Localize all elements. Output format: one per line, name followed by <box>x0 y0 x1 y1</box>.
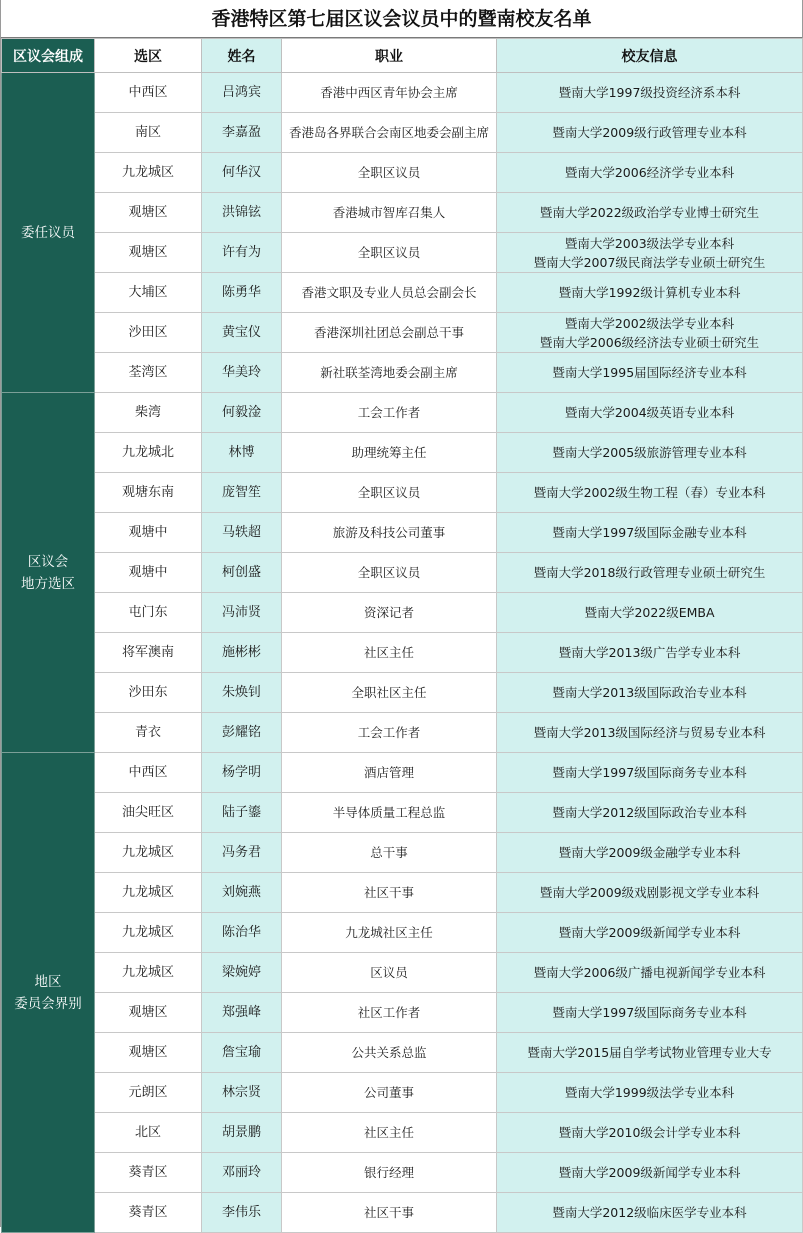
occupation-cell: 社区干事 <box>282 1193 497 1233</box>
table-row <box>2 193 803 233</box>
alumni-info-line: 暨南大学2002级法学专业本科 <box>564 315 735 331</box>
header-name: 姓名 <box>202 39 282 73</box>
district-cell: 九龙城区 <box>95 913 202 953</box>
alumni-info-line: 暨南大学2003级法学专业本科 <box>564 235 735 251</box>
district-cell: 观塘区 <box>95 1033 202 1073</box>
member-name-cell: 彭耀铭 <box>202 713 282 753</box>
member-name-cell: 洪锦铉 <box>202 193 282 233</box>
member-name-cell: 庞智笙 <box>202 473 282 513</box>
alumni-info-cell <box>497 513 803 553</box>
district-cell: 屯门东 <box>95 593 202 633</box>
district-cell: 沙田东 <box>95 673 202 713</box>
member-name-cell: 冯务君 <box>202 833 282 873</box>
table-row <box>2 233 803 273</box>
table-row <box>2 553 803 593</box>
table-row <box>2 393 803 433</box>
table-row <box>2 793 803 833</box>
member-name-cell: 胡景鹏 <box>202 1113 282 1153</box>
table-row <box>2 433 803 473</box>
district-cell: 青衣 <box>95 713 202 753</box>
district-cell: 中西区 <box>95 73 202 113</box>
alumni-info-cell <box>497 433 803 473</box>
occupation-cell: 新社联荃湾地委会副主席 <box>282 353 497 393</box>
alumni-info-line: 暨南大学2013级国际政治专业本科 <box>552 685 747 700</box>
occupation-cell: 社区干事 <box>282 873 497 913</box>
district-cell: 观塘区 <box>95 193 202 233</box>
alumni-info-line: 暨南大学2009级戏剧影视文学专业本科 <box>539 885 760 900</box>
alumni-info-line: 暨南大学2013级国际经济与贸易专业本科 <box>533 725 766 740</box>
member-name-cell: 郑强峰 <box>202 993 282 1033</box>
alumni-info-line: 暨南大学1992级计算机专业本科 <box>558 285 741 300</box>
alumni-info-cell <box>497 993 803 1033</box>
occupation-cell: 旅游及科技公司董事 <box>282 513 497 553</box>
header-alumni-info: 校友信息 <box>497 39 803 73</box>
alumni-info-line: 暨南大学2006级经济法专业硕士研究生 <box>539 334 760 350</box>
alumni-info-cell <box>497 753 803 793</box>
group-label-cell <box>2 73 95 393</box>
district-cell: 观塘东南 <box>95 473 202 513</box>
member-name-cell: 林博 <box>202 433 282 473</box>
alumni-info-cell <box>497 113 803 153</box>
member-name-cell: 马轶超 <box>202 513 282 553</box>
district-cell: 观塘中 <box>95 553 202 593</box>
alumni-info-cell <box>497 193 803 233</box>
district-cell: 观塘区 <box>95 233 202 273</box>
occupation-cell: 工会工作者 <box>282 393 497 433</box>
member-name-cell: 施彬彬 <box>202 633 282 673</box>
occupation-cell: 全职区议员 <box>282 473 497 513</box>
district-cell: 葵青区 <box>95 1193 202 1233</box>
member-name-cell: 刘婉燕 <box>202 873 282 913</box>
alumni-info-line: 暨南大学2002级生物工程（春）专业本科 <box>533 485 766 500</box>
table-row <box>2 833 803 873</box>
group-label-line: 地区 <box>34 973 62 990</box>
table-row <box>2 353 803 393</box>
alumni-info-cell <box>497 793 803 833</box>
header-occupation: 职业 <box>282 39 497 73</box>
occupation-cell: 九龙城社区主任 <box>282 913 497 953</box>
member-name-cell: 朱焕钊 <box>202 673 282 713</box>
alumni-info-cell <box>497 233 803 273</box>
alumni-info-cell <box>497 593 803 633</box>
alumni-info-cell <box>497 953 803 993</box>
occupation-cell: 香港岛各界联合会南区地委会副主席 <box>282 113 497 153</box>
occupation-cell: 香港中西区青年协会主席 <box>282 73 497 113</box>
group-label-line: 地方选区 <box>21 575 75 592</box>
alumni-info-line: 暨南大学2009级金融学专业本科 <box>558 845 741 860</box>
alumni-info-cell <box>497 73 803 113</box>
member-name-cell: 陈勇华 <box>202 273 282 313</box>
table-row <box>2 993 803 1033</box>
occupation-cell: 区议员 <box>282 953 497 993</box>
table-row <box>2 913 803 953</box>
table-row <box>2 873 803 913</box>
alumni-info-line: 暨南大学2018级行政管理专业硕士研究生 <box>533 565 766 580</box>
member-name-cell: 黄宝仪 <box>202 313 282 353</box>
group-label-line: 委任议员 <box>21 224 75 241</box>
alumni-table <box>1 38 803 1233</box>
alumni-info-line: 暨南大学2006级广播电视新闻学专业本科 <box>533 965 766 980</box>
district-cell: 元朗区 <box>95 1073 202 1113</box>
district-cell: 中西区 <box>95 753 202 793</box>
alumni-info-line: 暨南大学2015届自学考试物业管理专业大专 <box>527 1045 772 1060</box>
alumni-info-line: 暨南大学2013级广告学专业本科 <box>558 645 741 660</box>
group-label-cell <box>2 753 95 1233</box>
header-group: 区议会组成 <box>2 39 95 73</box>
table-row <box>2 273 803 313</box>
alumni-info-cell <box>497 1153 803 1193</box>
member-name-cell: 何毅淦 <box>202 393 282 433</box>
table-row <box>2 513 803 553</box>
district-cell: 北区 <box>95 1113 202 1153</box>
occupation-cell: 银行经理 <box>282 1153 497 1193</box>
table-row <box>2 593 803 633</box>
table-row <box>2 753 803 793</box>
member-name-cell: 杨学明 <box>202 753 282 793</box>
member-name-cell: 陆子鎏 <box>202 793 282 833</box>
member-name-cell: 华美玲 <box>202 353 282 393</box>
alumni-info-line: 暨南大学2012级临床医学专业本科 <box>552 1205 747 1220</box>
occupation-cell: 酒店管理 <box>282 753 497 793</box>
table-row <box>2 953 803 993</box>
header-district: 选区 <box>95 39 202 73</box>
table-row <box>2 1113 803 1153</box>
district-cell: 葵青区 <box>95 1153 202 1193</box>
occupation-cell: 全职区议员 <box>282 553 497 593</box>
occupation-cell: 社区主任 <box>282 633 497 673</box>
table-row <box>2 313 803 353</box>
member-name-cell: 许有为 <box>202 233 282 273</box>
table-row <box>2 113 803 153</box>
occupation-cell: 公共关系总监 <box>282 1033 497 1073</box>
alumni-info-cell <box>497 353 803 393</box>
district-cell: 将军澳南 <box>95 633 202 673</box>
group-label-line: 委员会界别 <box>14 995 82 1012</box>
alumni-info-line: 暨南大学1999级法学专业本科 <box>564 1085 735 1100</box>
district-cell: 柴湾 <box>95 393 202 433</box>
occupation-cell: 香港深圳社团总会副总干事 <box>282 313 497 353</box>
table-row <box>2 713 803 753</box>
member-name-cell: 何华汉 <box>202 153 282 193</box>
alumni-info-line: 暨南大学2009级行政管理专业本科 <box>552 125 747 140</box>
alumni-info-line: 暨南大学1997级投资经济系本科 <box>558 85 741 100</box>
alumni-info-cell <box>497 313 803 353</box>
occupation-cell: 工会工作者 <box>282 713 497 753</box>
district-cell: 荃湾区 <box>95 353 202 393</box>
alumni-info-cell <box>497 1073 803 1113</box>
district-cell: 南区 <box>95 113 202 153</box>
alumni-info-cell <box>497 1033 803 1073</box>
district-cell: 九龙城北 <box>95 433 202 473</box>
alumni-info-cell <box>497 713 803 753</box>
occupation-cell: 香港城市智库召集人 <box>282 193 497 233</box>
table-row <box>2 73 803 113</box>
table-row <box>2 673 803 713</box>
alumni-info-cell <box>497 913 803 953</box>
district-cell: 观塘中 <box>95 513 202 553</box>
member-name-cell: 詹宝瑜 <box>202 1033 282 1073</box>
alumni-info-cell <box>497 873 803 913</box>
occupation-cell: 社区工作者 <box>282 993 497 1033</box>
table-row <box>2 1033 803 1073</box>
occupation-cell: 资深记者 <box>282 593 497 633</box>
district-cell: 九龙城区 <box>95 873 202 913</box>
district-cell: 大埔区 <box>95 273 202 313</box>
alumni-info-cell <box>497 673 803 713</box>
district-cell: 油尖旺区 <box>95 793 202 833</box>
occupation-cell: 助理统筹主任 <box>282 433 497 473</box>
district-cell: 沙田区 <box>95 313 202 353</box>
alumni-info-line: 暨南大学1995届国际经济专业本科 <box>552 365 747 380</box>
alumni-info-cell <box>497 833 803 873</box>
member-name-cell: 梁婉婷 <box>202 953 282 993</box>
member-name-cell: 李嘉盈 <box>202 113 282 153</box>
table-row <box>2 153 803 193</box>
sheet-title: 香港特区第七届区议会议员中的暨南校友名单 <box>1 0 802 38</box>
alumni-info-line: 暨南大学2007级民商法学专业硕士研究生 <box>533 254 766 270</box>
member-name-cell: 邓丽玲 <box>202 1153 282 1193</box>
occupation-cell: 香港文职及专业人员总会副会长 <box>282 273 497 313</box>
alumni-info-line: 暨南大学2004级英语专业本科 <box>564 405 735 420</box>
alumni-info-line: 暨南大学2022级政治学专业博士研究生 <box>539 205 760 220</box>
alumni-info-cell <box>497 273 803 313</box>
alumni-info-cell <box>497 393 803 433</box>
member-name-cell: 李伟乐 <box>202 1193 282 1233</box>
table-body <box>2 73 803 1233</box>
alumni-info-line: 暨南大学2005级旅游管理专业本科 <box>552 445 747 460</box>
occupation-cell: 总干事 <box>282 833 497 873</box>
alumni-info-cell <box>497 1113 803 1153</box>
alumni-info-line: 暨南大学1997级国际商务专业本科 <box>552 765 747 780</box>
district-cell: 观塘区 <box>95 993 202 1033</box>
alumni-info-line: 暨南大学2010级会计学专业本科 <box>558 1125 741 1140</box>
member-name-cell: 陈治华 <box>202 913 282 953</box>
table-row <box>2 473 803 513</box>
alumni-info-cell <box>497 473 803 513</box>
group-label-cell <box>2 393 95 753</box>
table-row <box>2 633 803 673</box>
alumni-info-line: 暨南大学2009级新闻学专业本科 <box>558 1165 741 1180</box>
member-name-cell: 冯沛贤 <box>202 593 282 633</box>
table-row <box>2 1153 803 1193</box>
member-name-cell: 林宗贤 <box>202 1073 282 1113</box>
member-name-cell: 柯创盛 <box>202 553 282 593</box>
alumni-info-line: 暨南大学2022级EMBA <box>584 605 715 620</box>
district-cell: 九龙城区 <box>95 953 202 993</box>
occupation-cell: 公司董事 <box>282 1073 497 1113</box>
alumni-info-line: 暨南大学2012级国际政治专业本科 <box>552 805 747 820</box>
district-cell: 九龙城区 <box>95 833 202 873</box>
table-row <box>2 1073 803 1113</box>
alumni-info-line: 暨南大学2009级新闻学专业本科 <box>558 925 741 940</box>
alumni-info-cell <box>497 553 803 593</box>
occupation-cell: 全职区议员 <box>282 233 497 273</box>
alumni-info-line: 暨南大学1997级国际金融专业本科 <box>552 525 747 540</box>
alumni-info-cell <box>497 153 803 193</box>
alumni-info-cell <box>497 633 803 673</box>
alumni-info-line: 暨南大学2006经济学专业本科 <box>564 165 735 180</box>
occupation-cell: 全职区议员 <box>282 153 497 193</box>
occupation-cell: 全职社区主任 <box>282 673 497 713</box>
header-row <box>2 39 803 73</box>
occupation-cell: 半导体质量工程总监 <box>282 793 497 833</box>
group-label-line: 区议会 <box>27 553 69 570</box>
alumni-info-line: 暨南大学1997级国际商务专业本科 <box>552 1005 747 1020</box>
district-cell: 九龙城区 <box>95 153 202 193</box>
occupation-cell: 社区主任 <box>282 1113 497 1153</box>
member-name-cell: 吕鸿宾 <box>202 73 282 113</box>
